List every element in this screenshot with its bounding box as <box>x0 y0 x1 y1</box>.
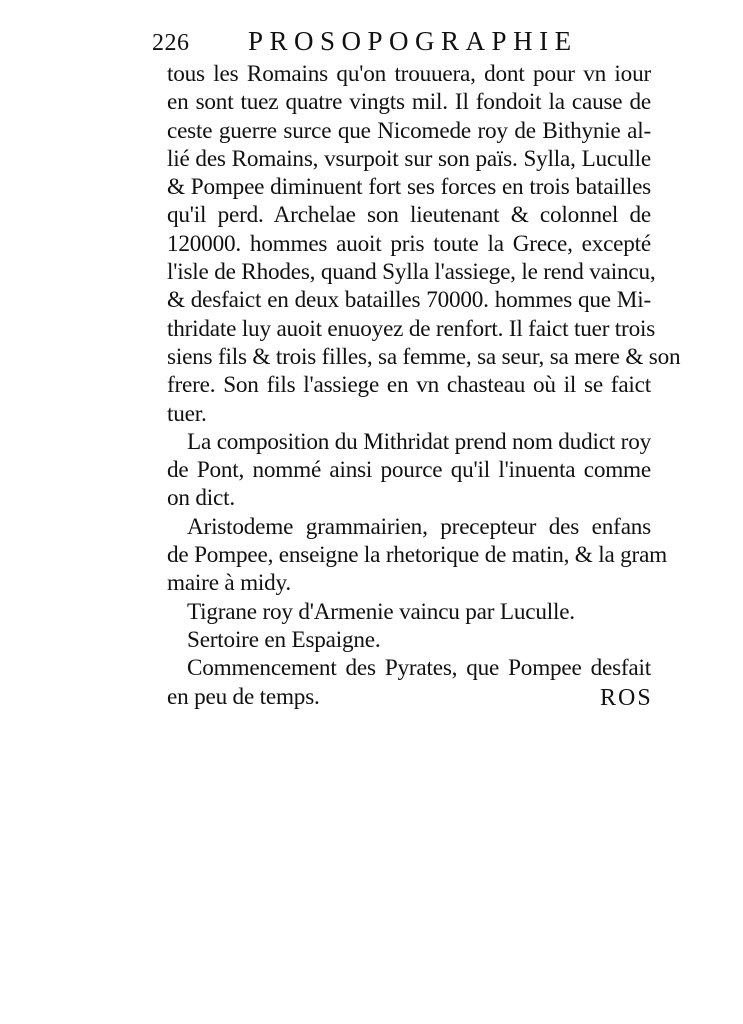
text-line: frere. Son fils l'assiege en vn chasteau où il se faict <box>167 372 651 399</box>
text-line: Tigrane roy d'Armenie vaincu par Luculle. <box>187 598 575 625</box>
text-line: l'isle de Rhodes, quand Sylla l'assiege, le rend vaincu, <box>167 259 656 286</box>
text-line: & desfaict en deux batailles 70000. hommes que Mi- <box>167 287 651 314</box>
text-line: siens fils & trois filles, sa femme, sa seur, sa mere & son <box>167 343 681 370</box>
page-header <box>152 26 652 62</box>
running-title: PROSOPOGRAPHIE <box>248 26 578 56</box>
text-line: on dict. <box>167 485 235 512</box>
text-line: ceste guerre surce que Nicomede roy de Bithynie al- <box>167 117 651 144</box>
text-line: en sont tuez quatre vingts mil. Il fondoit la cause de <box>167 89 651 116</box>
text-line: thridate luy auoit enuoyez de renfort. Il faict tuer trois <box>167 315 656 342</box>
text-line: de Pont, nommé ainsi pource qu'il l'inuenta comme <box>167 457 651 484</box>
text-line: 120000. hommes auoit pris toute la Grece, excepté <box>167 230 651 257</box>
text-line: La composition du Mithridat prend nom dudict roy <box>187 428 651 455</box>
page-number: 226 <box>152 30 190 56</box>
text-line: maire à midy. <box>167 570 292 597</box>
text-line: qu'il perd. Archelae son lieutenant & colonnel de <box>167 202 651 229</box>
text-line: Sertoire en Espaigne. <box>187 626 381 653</box>
catchword: ROS <box>600 685 653 711</box>
text-line: & Pompee diminuent fort ses forces en trois batailles <box>167 174 651 201</box>
text-line: tuer. <box>167 400 207 427</box>
text-line: lié des Romains, vsurpoit sur son païs. Sylla, Luculle <box>167 145 651 172</box>
text-line: tous les Romains qu'on trouuera, dont pour vn iour <box>167 61 651 87</box>
text-line: en peu de temps. <box>167 683 320 710</box>
text-line: Commencement des Pyrates, que Pompee desfait <box>187 655 651 682</box>
text-line: de Pompee, enseigne la rhetorique de matin, & la gram <box>167 542 668 569</box>
body-text <box>167 60 681 711</box>
text-line: Aristodeme grammairien, precepteur des enfans <box>187 513 651 540</box>
